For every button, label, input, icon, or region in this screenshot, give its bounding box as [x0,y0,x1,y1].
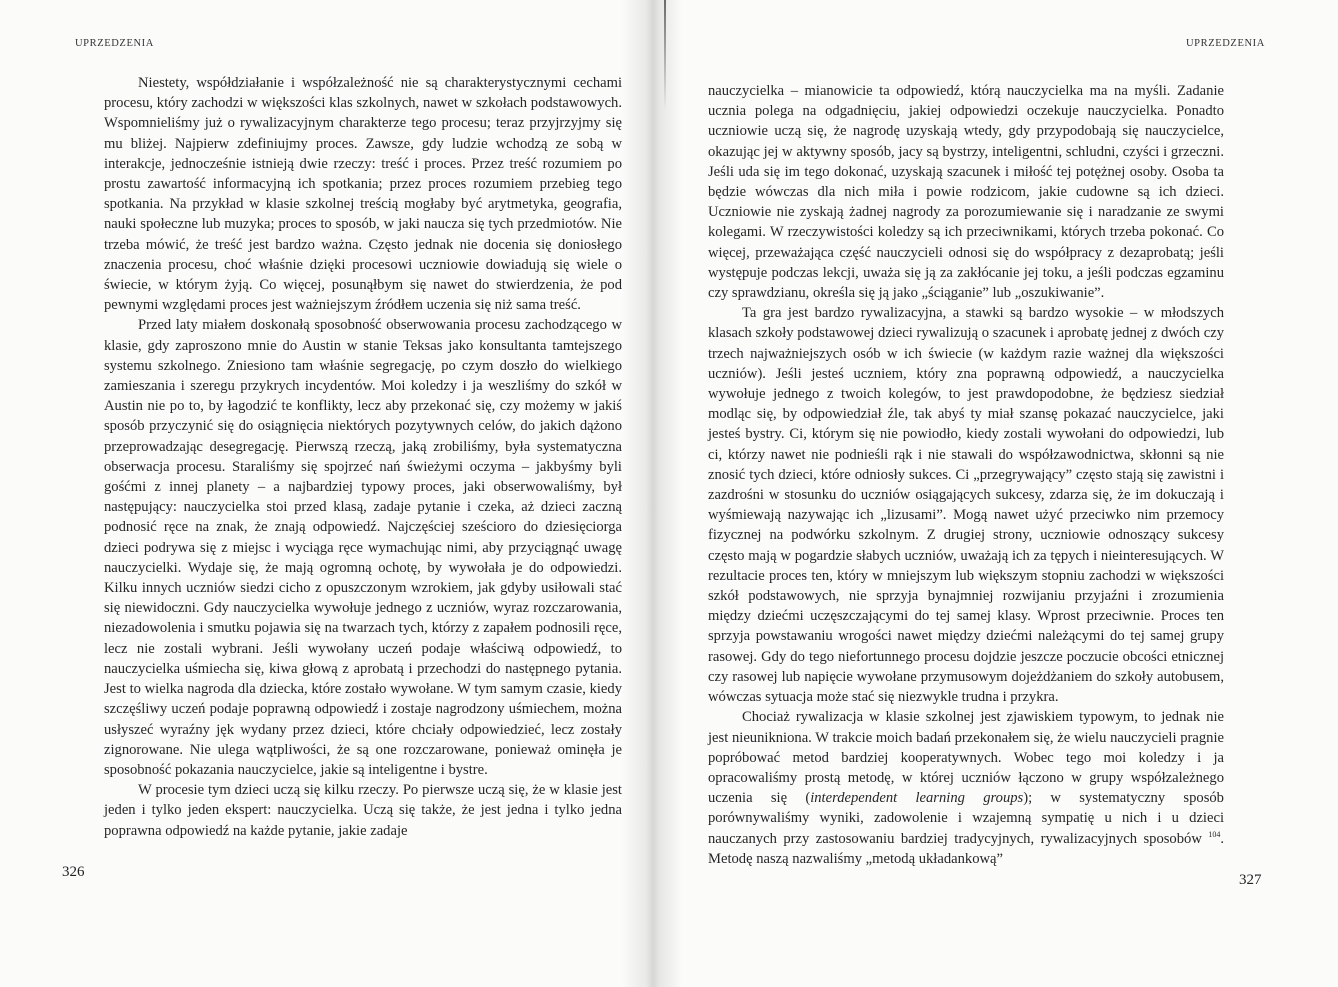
left-page-number: 326 [62,864,85,880]
right-paragraph-3-start: Chociaż rywalizacja w klasie szkolnej jest zjawiskiem typowym, to jednak nie jest nieunikniona. W trakcie moich badań przekonałem się, że wielu nauczycieli pragnie popróbować metod bardziej kooperatywnych. Wobec tego moi koledzy i ja opracowaliśmy prostą metodę, w której uczniów łączono w grupy współzależnego uczenia się ( [708,709,1224,807]
right-paragraph-3-middle: ); w systematyczny sposób porównywaliśmy wyniki, zadowolenie i wzajemną sympatię u nich i u dzieci nauczanych przy zastosowaniu bardziej tradycyjnych, rywalizacyjnych sposobów [708,790,1224,847]
right-running-header: UPRZEDZENIA [1186,38,1265,49]
left-paragraph-1: Niestety, współdziałanie i współzależność nie są charakterystycznymi cechami procesu, który zachodzi w większości klas szkolnych, nawet w szkołach podstawowych. Wspomnieliśmy już o rywalizacyjnym charakterze tego procesu; teraz przyjrzyjmy się mu bliżej. Najpierw zdefiniujmy proces. Zawsze, gdy ludzie wchodzą ze sobą w interakcje, jednocześnie istnieją dwie rzeczy: treść i proces. Przez treść rozumiem po prostu zawartość informacyjną ich spotkania; przez proces rozumiem przebieg tego spotkania. Na przykład w klasie szkolnej treścią mogłaby być arytmetyka, geografia, nauki społeczne lub muzyka; proces to sposób, w jaki naucza się tych przedmiotów. Nie trzeba mówić, że treść jest bardzo ważna. Często jednak nie docenia się doniosłego znaczenia procesu, choć właśnie dzięki procesowi uczniowie dowiadują się wiele o świecie, w którym żyją. Co więcej, posunąłbym się nawet do stwierdzenia, że pod pewnymi względami proces jest ważniejszym źródłem uczenia się niż sama treść. [104,75,622,314]
book-gutter-shadow [622,0,682,987]
gutter-fold-line [664,0,666,110]
left-paragraph-3: W procesie tym dzieci uczą się kilku rzeczy. Po pierwsze uczą się, że w klasie jest jeden i tylko jeden ekspert: nauczycielka. Uczą się także, że jest jedna i tylko jedna poprawna odpowiedź na każde pytanie, jakie zadaje [104,782,622,839]
right-paragraph-2: Ta gra jest bardzo rywalizacyjna, a stawki są bardzo wysokie – w młodszych klasach szkoły podstawowej dzieci rywalizują o szacunek i aprobatę jednej z dwóch czy trzech najważniejszych osób w ich świecie (w każdym razie ważnej dla większości uczniów). Jeśli jesteś uczniem, który zna poprawną odpowiedź, a nauczycielka wywołuje jednego z twoich kolegów, to jest prawdopodobne, że będziesz siedział modląc się, by odpowiedział źle, tak abyś ty miał szansę pokazać nauczycielce, jaki jesteś bystry. Ci, którym się nie powiodło, kiedy zostali wywołani do odpowiedzi, lub ci, którzy nawet nie podnieśli rąk i nie stawali do współzawodnictwa, skłonni są nie znosić tych dzieci, które odniosły sukces. Ci „przegrywający” często stają się zawistni i zazdrośni w stosunku do uczniów osiągających sukcesy, zdarza się, że im dokuczają i wyśmiewają nazywając ich „lizusami”. Mogą nawet użyć przeciwko nim przemocy fizycznej na podwórku szkolnym. Z drugiej strony, uczniowie odnoszący sukcesy często mają w pogardzie słabych uczniów, uważają ich za tępych i nieinteresujących. W rezultacie proces ten, który w mniejszym lub większym stopniu zachodzi w większości szkół podstawowych, nie sprzyja bynajmniej rozwijaniu przyjaźni i zrozumienia między dziećmi uczęszczającymi do tej samej klasy. Wprost przeciwnie. Proces ten sprzyja powstawaniu wrogości nawet między dziećmi należącymi do tej samej grupy rasowej. Gdy do tego niefortunnego procesu dojdzie jeszcze poczucie obcości etnicznej czy rasowej lub napięcie wywołane przymusowym dojeżdżaniem do szkoły autobusem, wówczas sytuacja może stać się niezwykle trudna i przykra. [708,305,1224,706]
right-page-number: 327 [1239,872,1262,888]
right-paragraph-3-end: . Metodę naszą nazwaliśmy „metodą układankową” [708,830,1224,867]
right-paragraph-1: nauczycielka – mianowicie ta odpowiedź, którą nauczycielka ma na myśli. Zadanie ucznia polega na odgadnięciu, jakiej odpowiedzi oczekuje nauczycielka. Ponadto uczniowie uczą się, że nagrodę uzyskają wtedy, gdy przypodobają się nauczycielce, okazując jej w aktywny sposób, jacy są bystrzy, inteligentni, schludni, czyści i grzeczni. Jeśli uda się im tego dokonać, uzyskają szacunek i miłość tej potężnej osoby. Osoba ta będzie wówczas dla nich miła i powie rodzicom, jakie cudowne są ich dzieci. Uczniowie nie zyskają żadnej nagrody za porozumiewanie się i naradzanie ze swymi kolegami. W rzeczywistości koledzy są ich przeciwnikami, których trzeba pokonać. Co więcej, przeważająca część nauczycieli odnosi się do współpracy z dezaprobatą; jeśli występuje podczas lekcji, uważa się ją za zakłócanie jej toku, a jeśli podczas egzaminu czy sprawdzianu, określa się ją jako „ściąganie” lub „oszukiwanie”. [708,83,1224,302]
left-running-header: UPRZEDZENIA [75,38,154,49]
italic-term: interdependent learning groups [810,790,1024,807]
left-paragraph-2: Przed laty miałem doskonałą sposobność obserwowania procesu zachodzącego w klasie, gdy zaproszono mnie do Austin w stanie Teksas jako konsultanta tamtejszego systemu szkolnego. Zniesiono tam właśnie segregację, po czym doszło do wielkiego zamieszania i szeregu przykrych incydentów. Moi koledzy i ja weszliśmy do szkół w Austin nie po to, by łagodzić te konflikty, lecz aby przekonać się, czy możemy w jakiś sposób przyczynić się do osiągnięcia niektórych pozytywnych celów, do jakich dążono przeprowadzając desegregację. Pierwszą rzeczą, jaką zrobiliśmy, była systematyczna obserwacja procesu. Staraliśmy się spojrzeć nań świeżymi oczyma – jakbyśmy byli gośćmi z innej planety – a najbardziej typowy proces, jaki obserwowaliśmy, był następujący: nauczycielka stoi przed klasą, zadaje pytanie i czeka, aż dzieci zaczną podnosić ręce na znak, że znają odpowiedź. Najczęściej sześcioro do dziesięciorga dzieci podrywa się z miejsc i wyciąga ręce wymachując nimi, aby przyciągnąć uwagę nauczycielki. Wydaje się, że mają ogromną ochotę, by wywołała je do odpowiedzi. Kilku innych uczniów siedzi cicho z opuszczonym wzrokiem, jak gdyby usiłowali stać się niewidoczni. Gdy nauczycielka wywołuje jednego z uczniów, wyraz rozczarowania, niezadowolenia i smutku pojawia się na twarzach tych, którzy z zapałem podnosili ręce, lecz nie zostali wybrani. Jeśli wywołany uczeń podaje właściwą odpowiedź, to nauczycielka uśmiecha się, kiwa głową z aprobatą i przechodzi do następnego pytania. Jest to wielka nagroda dla dziecka, które zostało wywołane. W tym samym czasie, kiedy szczęśliwy uczeń podaje poprawną odpowiedź i zostaje nagrodzony uśmiechem, można usłyszeć wyraźny jęk wydany przez dzieci, które chciały odpowiedzieć, lecz zostały zignorowane. Nie ulega wątpliwości, że są one rozczarowane, ponieważ ominęła je sposobność pokazania nauczycielce, jakie są inteligentne i bystre. [104,317,622,778]
right-page-body [708,81,1224,869]
left-page-body [104,73,622,841]
right-paragraph-3 [708,707,1224,869]
footnote-reference: 104 [1208,829,1221,839]
